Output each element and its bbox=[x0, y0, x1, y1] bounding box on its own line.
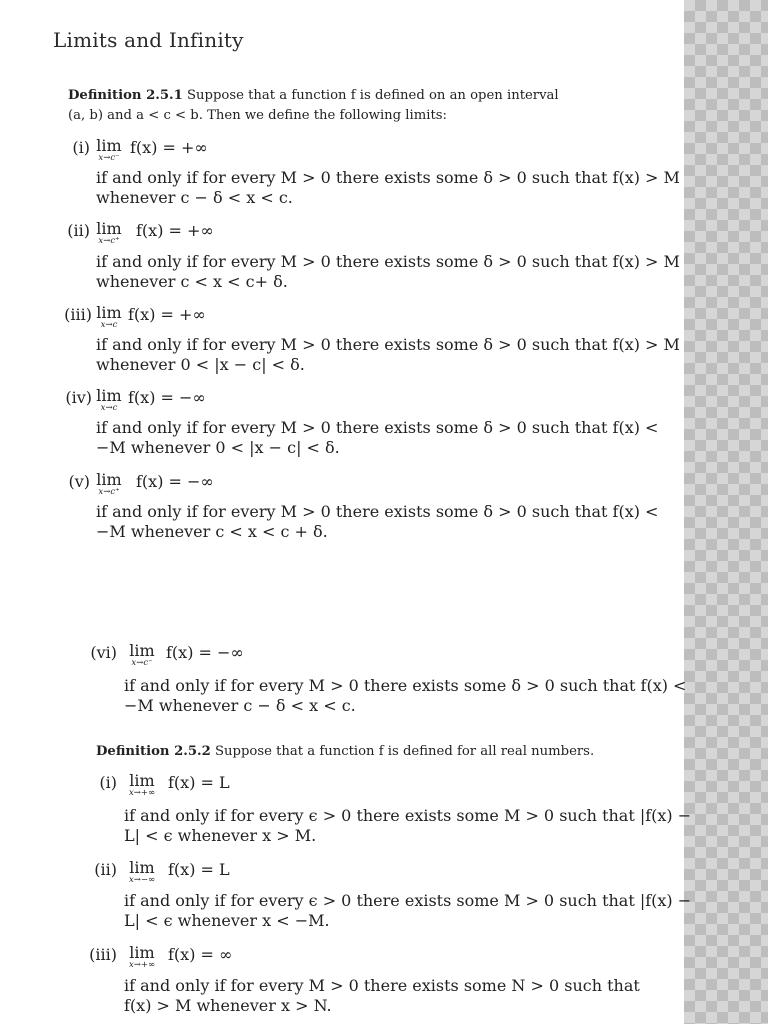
definition-text: Suppose that a function f is defined on an open interval bbox=[187, 88, 559, 103]
definition-text: (a, b) and a < c < b. Then we define the following limits: bbox=[68, 108, 447, 123]
limit-subscript: x→c⁺ bbox=[98, 487, 120, 497]
limit-expression: f(x) = −∞ bbox=[136, 472, 214, 491]
item-text: −M whenever c < x < c + δ. bbox=[96, 522, 328, 541]
item-number: (ii) bbox=[67, 221, 90, 240]
item-text: if and only if for every M > 0 there exists some δ > 0 such that f(x) < bbox=[96, 418, 659, 437]
item-text: if and only if for every M > 0 there exists some δ > 0 such that f(x) > M bbox=[96, 335, 680, 354]
item-text: if and only if for every M > 0 there exists some N > 0 such that bbox=[124, 976, 640, 995]
item-text: L| < ϵ whenever x > M. bbox=[124, 826, 317, 845]
item-text: −M whenever 0 < |x − c| < δ. bbox=[96, 438, 340, 457]
item-number: (i) bbox=[99, 773, 117, 792]
limit-operator: lim x→c⁻ bbox=[94, 138, 124, 163]
item-text: if and only if for every ϵ > 0 there exists some M > 0 such that |f(x) − bbox=[124, 891, 692, 910]
limit-operator: lim x→c⁺ bbox=[94, 472, 124, 497]
item-text: if and only if for every M > 0 there exists some δ > 0 such that f(x) > M bbox=[96, 168, 680, 187]
item-text: f(x) > M whenever x > N. bbox=[124, 996, 332, 1015]
definition-2-5-2 bbox=[96, 742, 594, 762]
definition-label: Definition 2.5.1 bbox=[68, 88, 183, 103]
item-number: (iv) bbox=[65, 388, 92, 407]
limit-expression: f(x) = L bbox=[168, 860, 230, 879]
limit-expression: f(x) = ∞ bbox=[168, 945, 233, 964]
item-text: if and only if for every M > 0 there exists some δ > 0 such that f(x) < bbox=[96, 502, 659, 521]
item-number: (ii) bbox=[94, 860, 117, 879]
limit-subscript: x→c bbox=[100, 403, 118, 413]
definition-2-5-1 bbox=[68, 86, 559, 126]
item-number: (iii) bbox=[64, 305, 92, 324]
item-text: L| < ϵ whenever x < −M. bbox=[124, 911, 330, 930]
limit-operator: lim x→c⁺ bbox=[94, 221, 124, 246]
item-text: whenever c − δ < x < c. bbox=[96, 188, 293, 207]
limit-subscript: x→c bbox=[100, 320, 118, 330]
limit-operator: lim x→+∞ bbox=[122, 945, 162, 970]
definition-label: Definition 2.5.2 bbox=[96, 744, 211, 759]
item-text: if and only if for every M > 0 there exists some δ > 0 such that f(x) < bbox=[124, 676, 687, 695]
item-text: whenever 0 < |x − c| < δ. bbox=[96, 355, 305, 374]
limit-subscript: x→c⁺ bbox=[98, 236, 120, 246]
limit-expression: f(x) = −∞ bbox=[166, 643, 244, 662]
limit-expression: f(x) = L bbox=[168, 773, 230, 792]
limit-subscript: x→−∞ bbox=[128, 875, 156, 885]
limit-subscript: x→+∞ bbox=[128, 960, 156, 970]
limit-expression: f(x) = +∞ bbox=[130, 138, 208, 157]
limit-subscript: x→c⁻ bbox=[98, 153, 120, 163]
item-text: if and only if for every ϵ > 0 there exists some M > 0 such that |f(x) − bbox=[124, 806, 692, 825]
item-text: whenever c < x < c+ δ. bbox=[96, 272, 288, 291]
item-number: (vi) bbox=[90, 643, 117, 662]
page-title: Limits and Infinity bbox=[53, 28, 244, 52]
definition-text: Suppose that a function f is defined for all real numbers. bbox=[215, 744, 595, 759]
limit-expression: f(x) = +∞ bbox=[128, 305, 206, 324]
limit-operator: lim x→+∞ bbox=[122, 773, 162, 798]
item-number: (iii) bbox=[89, 945, 117, 964]
item-number: (v) bbox=[68, 472, 90, 491]
limit-operator: lim x→−∞ bbox=[122, 860, 162, 885]
side-decoration-panel bbox=[684, 0, 768, 1024]
item-text: −M whenever c − δ < x < c. bbox=[124, 696, 356, 715]
limit-operator: lim x→c⁻ bbox=[124, 643, 160, 668]
limit-subscript: x→c⁻ bbox=[131, 658, 153, 668]
limit-expression: f(x) = −∞ bbox=[128, 388, 206, 407]
limit-operator: lim x→c bbox=[94, 305, 124, 330]
item-text: if and only if for every M > 0 there exists some δ > 0 such that f(x) > M bbox=[96, 252, 680, 271]
limit-subscript: x→+∞ bbox=[128, 788, 156, 798]
item-number: (i) bbox=[72, 138, 90, 157]
limit-expression: f(x) = +∞ bbox=[136, 221, 214, 240]
limit-operator: lim x→c bbox=[94, 388, 124, 413]
